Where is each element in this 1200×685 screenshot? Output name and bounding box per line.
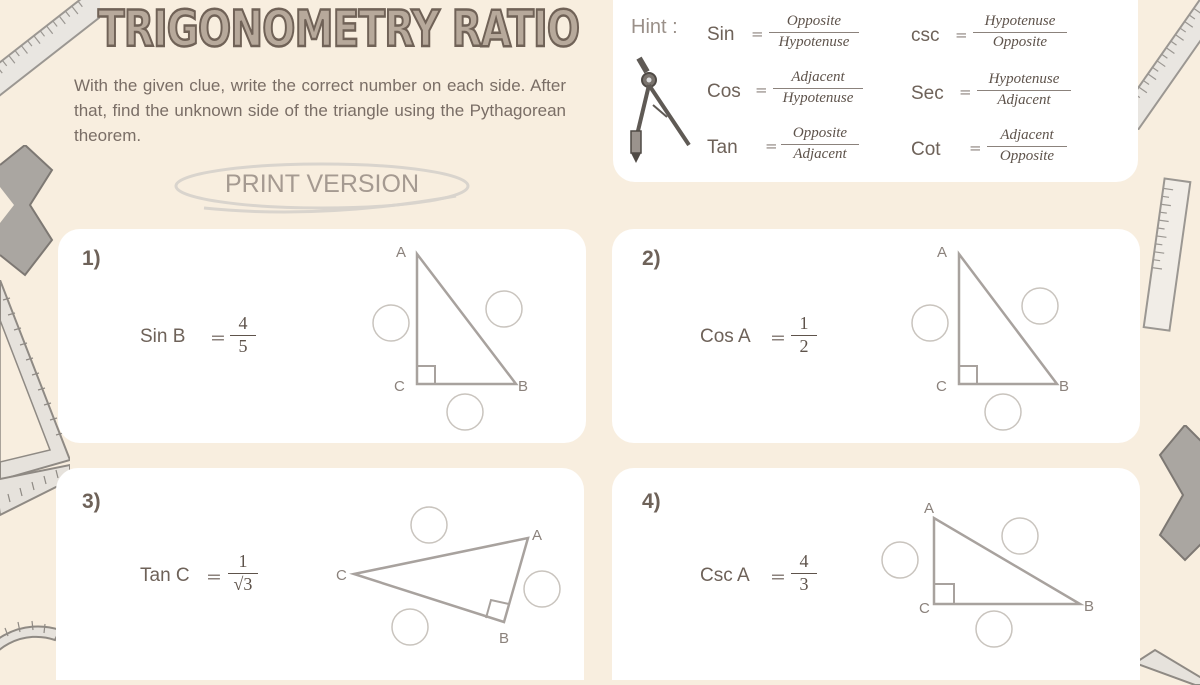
hint-fraction-tan [781, 125, 859, 163]
answer-circle[interactable] [411, 507, 447, 543]
answer-circle[interactable] [1022, 288, 1058, 324]
fraction-denominator: 5 [238, 336, 248, 356]
vertex-label: B [518, 378, 529, 395]
fraction-denominator: 2 [799, 336, 809, 356]
hint-fn-sec: Sec [911, 83, 944, 104]
ratio-fraction [230, 313, 256, 357]
fraction-denominator: Adjacent [793, 146, 847, 162]
hint-equals: = [751, 25, 764, 43]
fraction-denominator: Adjacent [997, 92, 1051, 108]
hint-label: Hint : [631, 16, 678, 38]
question-number: 1) [82, 247, 101, 270]
vertex-label: C [394, 378, 405, 395]
vertex-label: C [336, 567, 347, 584]
fraction-numerator: 4 [230, 313, 256, 336]
triangle-diagram [902, 229, 1102, 443]
answer-circle[interactable] [373, 305, 409, 341]
vertex-label: A [396, 244, 407, 261]
ratio-label: Cos A [700, 326, 751, 347]
ratio-label: Csc A [700, 565, 750, 586]
triangle-diagram [872, 468, 1122, 680]
vertex-label: B [1084, 598, 1095, 615]
question-card-4 [612, 468, 1140, 680]
ratio-label: Sin B [140, 326, 186, 347]
fraction-numerator: Hypotenuse [977, 71, 1071, 91]
ratio-equals: = [206, 566, 222, 588]
ratio-equals: = [770, 327, 786, 349]
answer-circle[interactable] [447, 394, 483, 430]
vertex-label: C [919, 600, 930, 617]
hint-fn-csc: csc [911, 25, 940, 46]
ratio-equals: = [210, 327, 226, 349]
answer-circle[interactable] [486, 291, 522, 327]
set-square-icon [1155, 425, 1200, 565]
hint-equals: = [765, 137, 778, 155]
hint-fraction-sin [769, 13, 859, 51]
hint-fraction-sec [977, 71, 1071, 109]
question-card-3 [56, 468, 584, 680]
triangle-diagram [326, 468, 586, 680]
hint-fn-sin: Sin [707, 24, 735, 45]
fraction-numerator: Hypotenuse [973, 13, 1067, 33]
triangle-diagram [358, 229, 558, 443]
answer-circle[interactable] [985, 394, 1021, 430]
question-number: 2) [642, 247, 661, 270]
answer-circle[interactable] [1002, 518, 1038, 554]
answer-circle[interactable] [976, 611, 1012, 647]
ratio-fraction [791, 551, 817, 595]
hint-equals: = [955, 26, 968, 44]
vertex-label: A [924, 500, 935, 517]
vertex-label: A [937, 244, 948, 261]
hint-card [613, 0, 1138, 182]
page-title: TRIGONOMETRY RATIO [98, 0, 580, 58]
question-number: 3) [82, 490, 101, 513]
ruler-icon [1140, 175, 1200, 335]
hint-equals: = [959, 83, 972, 101]
print-version-badge [174, 160, 470, 210]
vertex-label: A [532, 527, 543, 544]
hint-equals: = [755, 81, 768, 99]
fraction-numerator: 1 [791, 313, 817, 336]
question-card-1 [58, 229, 586, 443]
vertex-label: B [499, 630, 510, 647]
print-version-label: PRINT VERSION [224, 170, 420, 198]
instructions-text: With the given clue, write the correct number on each side. After that, find the unknown side of the triangle using the Pythagorean theorem. [74, 76, 566, 145]
vertex-label: C [936, 378, 947, 395]
hint-fraction-csc [973, 13, 1067, 51]
vertex-label: B [1059, 378, 1070, 395]
fraction-numerator: Adjacent [987, 127, 1067, 147]
fraction-denominator: Opposite [999, 148, 1055, 164]
fraction-numerator: 1 [228, 551, 258, 574]
answer-circle[interactable] [912, 305, 948, 341]
question-number: 4) [642, 490, 661, 513]
answer-circle[interactable] [524, 571, 560, 607]
hint-fn-cot: Cot [911, 139, 941, 160]
answer-circle[interactable] [882, 542, 918, 578]
hint-fraction-cot [987, 127, 1067, 165]
compass-icon [627, 55, 697, 165]
fraction-numerator: Opposite [781, 125, 859, 145]
answer-circle[interactable] [392, 609, 428, 645]
ratio-label: Tan C [140, 565, 190, 586]
ratio-fraction [791, 313, 817, 357]
ruler-icon [1135, 0, 1200, 130]
fraction-denominator: √3 [233, 574, 253, 594]
ruler-icon [1135, 645, 1200, 685]
fraction-denominator: Hypotenuse [782, 90, 854, 106]
fraction-numerator: Adjacent [773, 69, 863, 89]
hint-equals: = [969, 139, 982, 157]
fraction-denominator: Hypotenuse [778, 34, 850, 50]
ratio-fraction [228, 551, 258, 595]
hint-fn-cos: Cos [707, 81, 741, 102]
question-card-2 [612, 229, 1140, 443]
hint-fn-tan: Tan [707, 137, 738, 158]
fraction-denominator: Opposite [992, 34, 1048, 50]
ratio-equals: = [770, 566, 786, 588]
fraction-numerator: Opposite [769, 13, 859, 33]
fraction-denominator: 3 [799, 574, 809, 594]
hint-fraction-cos [773, 69, 863, 107]
fraction-numerator: 4 [791, 551, 817, 574]
